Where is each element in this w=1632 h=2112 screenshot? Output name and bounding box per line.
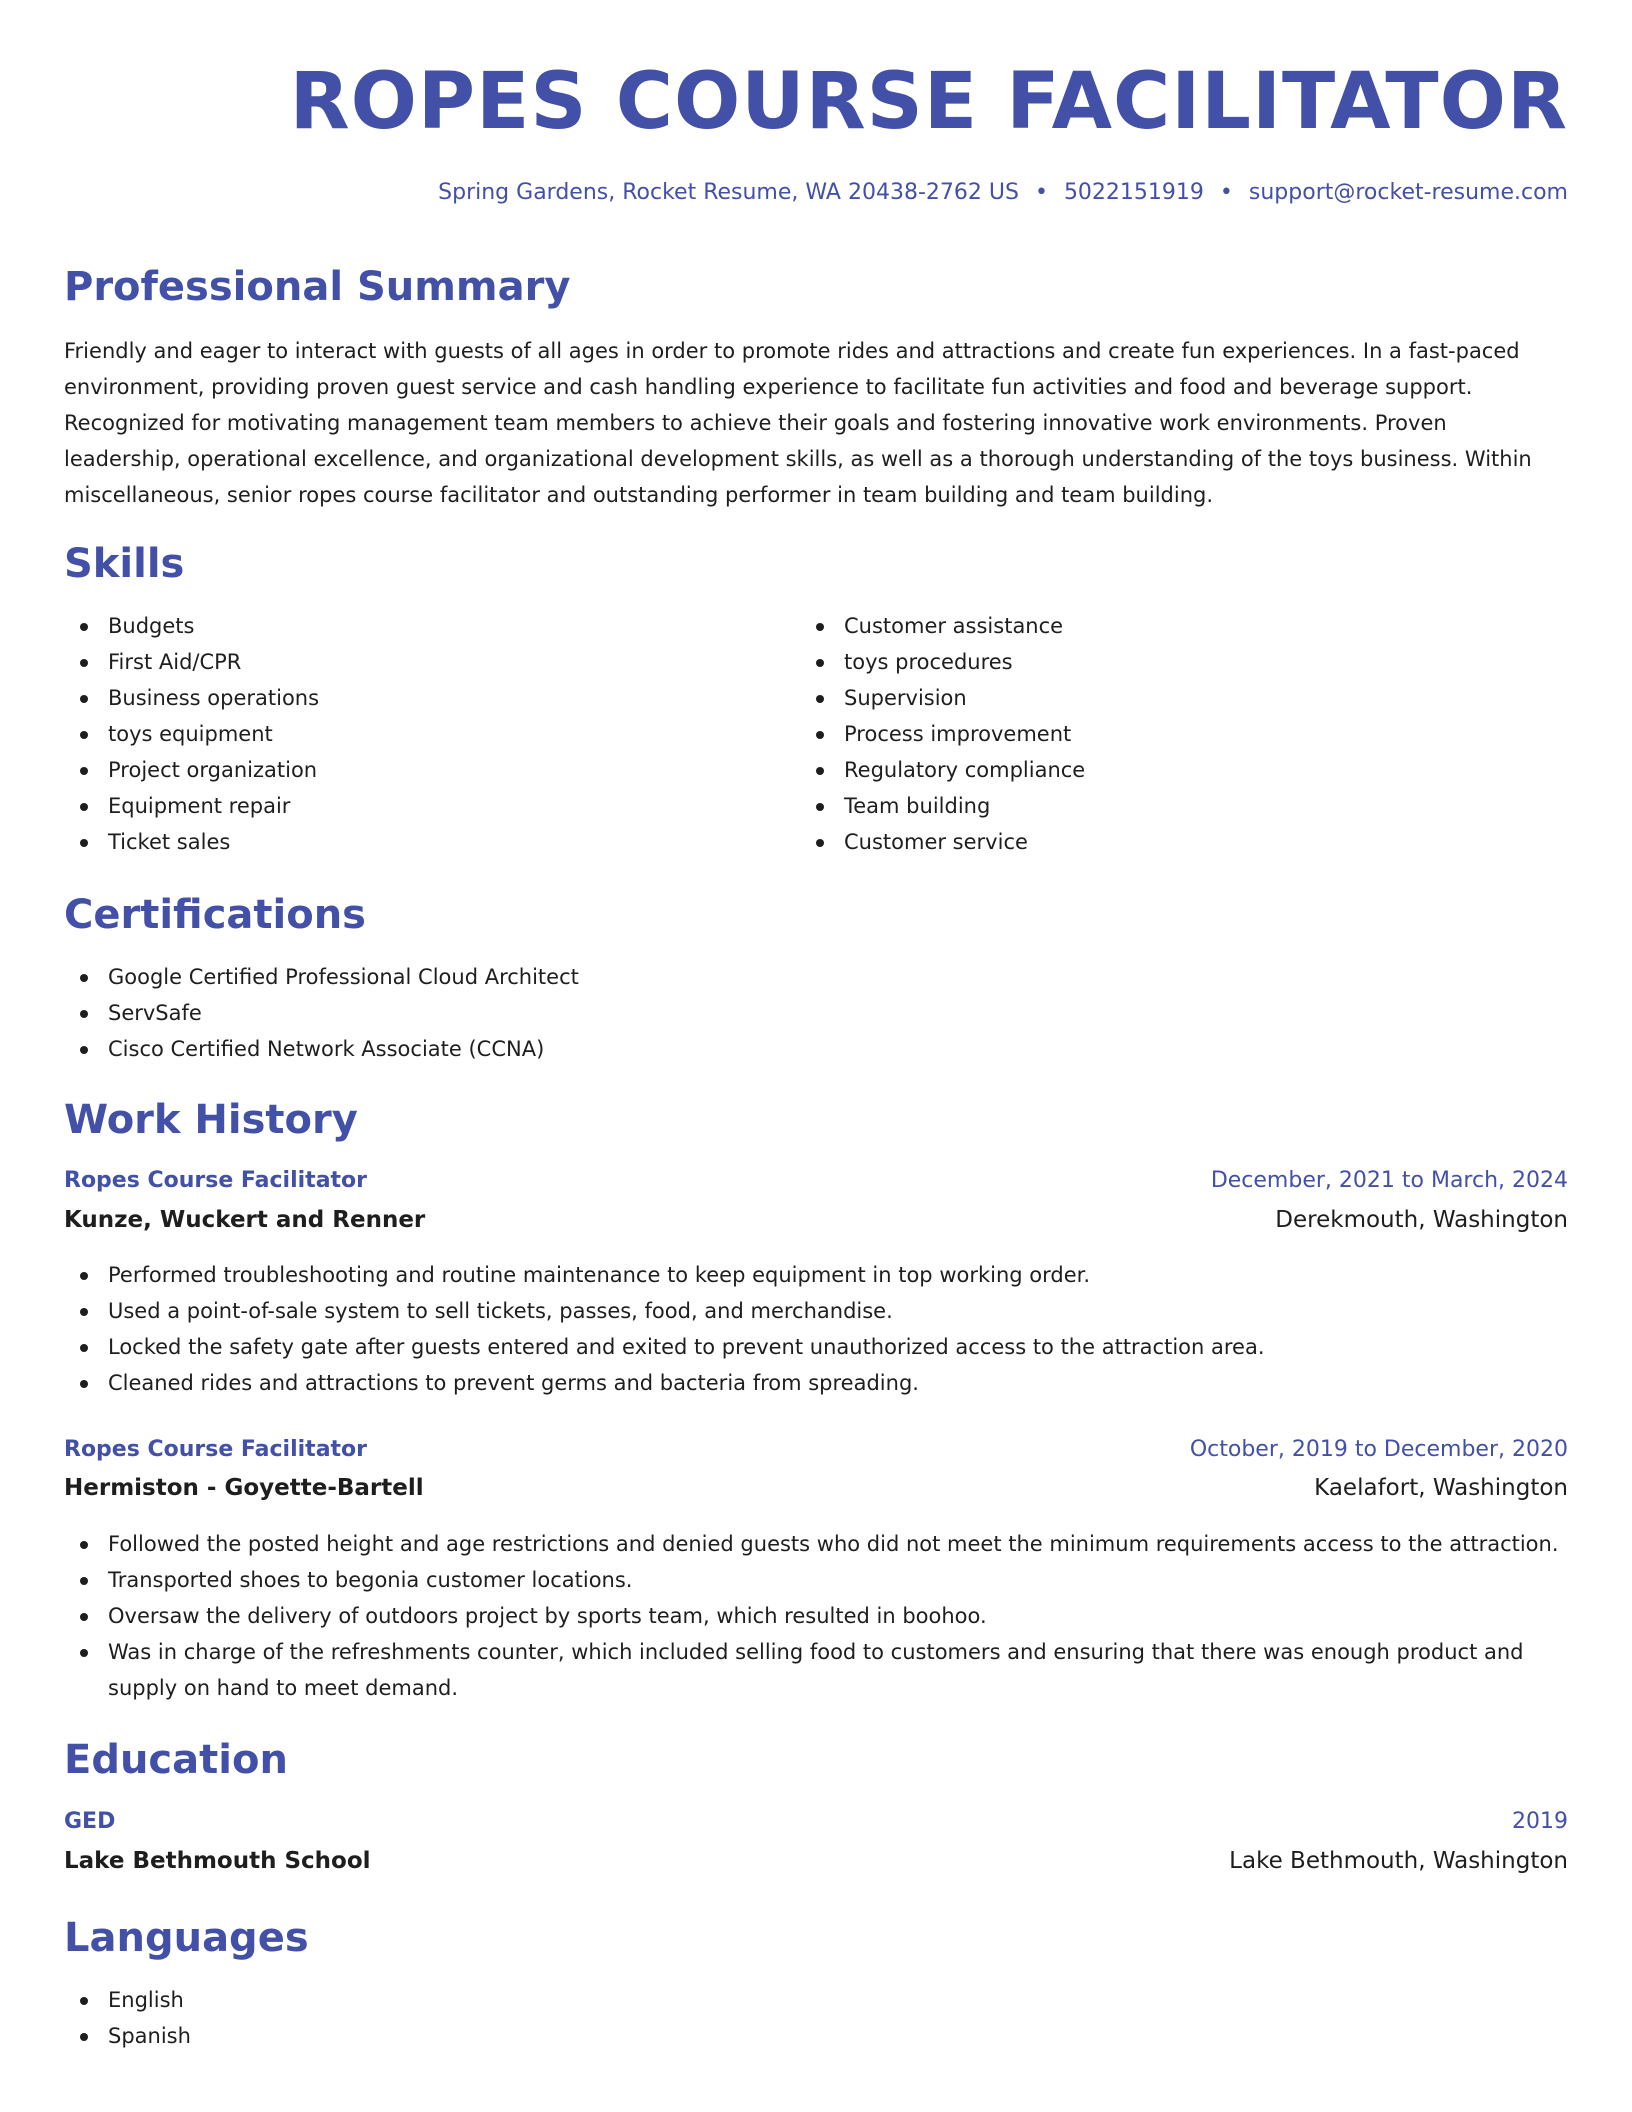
job-bullets	[64, 1257, 1568, 1401]
education-degree: GED	[64, 1809, 116, 1834]
skill-item: Customer assistance	[800, 608, 1500, 644]
job-title-row	[64, 1437, 1568, 1462]
certification-item: Cisco Certified Network Associate (CCNA)	[64, 1031, 1568, 1067]
education-degree-row	[64, 1809, 1568, 1834]
contact-separator: •	[1034, 180, 1048, 205]
education-year: 2019	[1512, 1809, 1568, 1834]
job-location: Derekmouth, Washington	[1275, 1207, 1568, 1233]
job-company-row	[64, 1475, 1568, 1501]
language-item: English	[64, 1982, 1568, 2018]
skill-item: First Aid/CPR	[64, 644, 764, 680]
resume-title: ROPES COURSE FACILITATOR	[289, 57, 1568, 147]
education-location: Lake Bethmouth, Washington	[1229, 1848, 1568, 1874]
languages-list	[64, 1982, 1568, 2054]
skills-list-left	[64, 608, 764, 860]
skills-list-right	[800, 608, 1500, 860]
skill-item: toys equipment	[64, 716, 764, 752]
skill-item: Customer service	[800, 824, 1500, 860]
job-company: Kunze, Wuckert and Renner	[64, 1207, 426, 1233]
job-dates: December, 2021 to March, 2024	[1210, 1168, 1568, 1193]
section-heading-skills: Skills	[64, 541, 185, 587]
skill-item: Business operations	[64, 680, 764, 716]
section-heading-languages: Languages	[64, 1915, 309, 1961]
job-title-row	[64, 1168, 1568, 1193]
contact-email: support@rocket-resume.com	[1248, 180, 1568, 205]
job-bullet: Performed troubleshooting and routine maintenance to keep equipment in top working order.	[64, 1257, 1568, 1293]
job-title: Ropes Course Facilitator	[64, 1437, 368, 1462]
certification-item: Google Certified Professional Cloud Architect	[64, 959, 1568, 995]
job-company-row	[64, 1207, 1568, 1233]
job-bullet: Locked the safety gate after guests entered and exited to prevent unauthorized access to the attraction area.	[64, 1329, 1568, 1365]
section-heading-education: Education	[64, 1737, 288, 1783]
education-school-row	[64, 1848, 1568, 1874]
skill-item: Process improvement	[800, 716, 1500, 752]
contact-line	[438, 180, 1568, 205]
job-bullet: Cleaned rides and attractions to prevent germs and bacteria from spreading.	[64, 1365, 1568, 1401]
skill-item: Equipment repair	[64, 788, 764, 824]
certification-item: ServSafe	[64, 995, 1568, 1031]
job-bullet: Used a point-of-sale system to sell tickets, passes, food, and merchandise.	[64, 1293, 1568, 1329]
job-bullets	[64, 1526, 1568, 1706]
contact-separator: •	[1219, 180, 1233, 205]
job-title: Ropes Course Facilitator	[64, 1168, 368, 1193]
skill-item: Supervision	[800, 680, 1500, 716]
skill-item: Project organization	[64, 752, 764, 788]
job-dates: October, 2019 to December, 2020	[1189, 1437, 1568, 1462]
skill-item: Budgets	[64, 608, 764, 644]
skill-item: toys procedures	[800, 644, 1500, 680]
contact-address: Spring Gardens, Rocket Resume, WA 20438-2762 US	[438, 180, 1019, 205]
education-school: Lake Bethmouth School	[64, 1848, 371, 1874]
job-company: Hermiston - Goyette-Bartell	[64, 1475, 424, 1501]
skill-item: Ticket sales	[64, 824, 764, 860]
job-location: Kaelafort, Washington	[1314, 1475, 1568, 1501]
section-heading-certifications: Certifications	[64, 892, 366, 938]
summary-text: Friendly and eager to interact with guests of all ages in order to promote rides and attractions and create fun experiences. In a fast-paced environment, providing proven guest service and cash handling experience to facilitate fun activities and food and beverage support. Recognized for motivating management team members to achieve their goals and fostering innovative work environments. Proven leadership, operational excellence, and organizational development skills, as well as a thorough understanding of the toys business. Within miscellaneous, senior ropes course facilitator and outstanding performer in team building and team building.	[64, 339, 1532, 507]
job-bullet: Transported shoes to begonia customer locations.	[64, 1562, 1568, 1598]
certifications-list	[64, 959, 1568, 1067]
job-bullet: Was in charge of the refreshments counter, which included selling food to customers and ensuring that there was enough product and supply on hand to meet demand.	[64, 1634, 1568, 1706]
skill-item: Regulatory compliance	[800, 752, 1500, 788]
contact-phone: 5022151919	[1063, 180, 1204, 205]
section-heading-work-history: Work History	[64, 1097, 358, 1143]
job-bullet: Oversaw the delivery of outdoors project by sports team, which resulted in boohoo.	[64, 1598, 1568, 1634]
job-bullet: Followed the posted height and age restrictions and denied guests who did not meet the minimum requirements access to the attraction.	[64, 1526, 1568, 1562]
section-heading-summary: Professional Summary	[64, 264, 571, 310]
skill-item: Team building	[800, 788, 1500, 824]
language-item: Spanish	[64, 2018, 1568, 2054]
